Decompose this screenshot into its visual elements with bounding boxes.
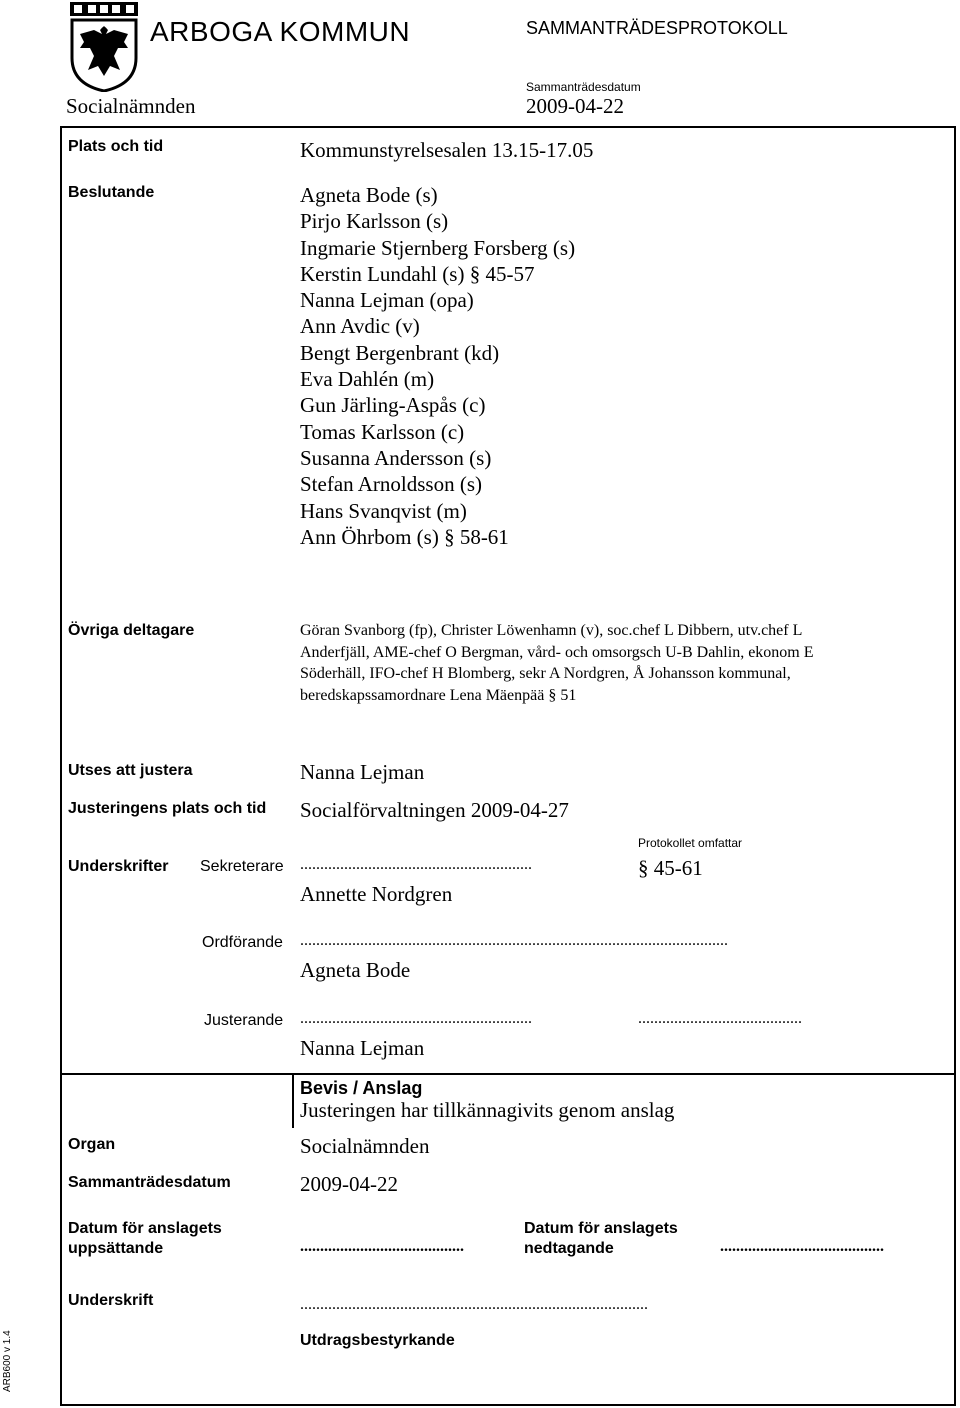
- adjuster-value: Nanna Lejman: [300, 760, 425, 784]
- posted-date-label-1: Datum för anslagets: [68, 1220, 222, 1237]
- signature-label: Underskrift: [68, 1292, 154, 1309]
- divider-notice-left: [292, 1073, 294, 1128]
- chair-label: Ordförande: [202, 934, 283, 951]
- member-name: Eva Dahlén (m): [300, 367, 435, 392]
- divider-notice-top: [60, 1073, 956, 1075]
- member-name: Stefan Arnoldsson (s): [300, 472, 482, 497]
- member-name: Gun Järling-Aspås (c): [300, 393, 486, 418]
- removed-date-line: .........................................: [720, 1238, 884, 1255]
- secretary-label: Sekreterare: [200, 858, 284, 875]
- organ-value: Socialnämnden: [300, 1134, 430, 1158]
- signature-line: .......................................................................................: [300, 1296, 648, 1313]
- participants-line: Anderfjäll, AME-chef O Bergman, vård- och omsorgsch U-B Dahlin, ekonom E: [300, 643, 814, 661]
- place-time-label: Plats och tid: [68, 138, 164, 155]
- other-participants-text: [300, 620, 814, 706]
- adjuster-signature-line: ..........................................................: [300, 1010, 532, 1027]
- member-name: Pirjo Karlsson (s): [300, 209, 449, 234]
- member-name: Tomas Karlsson (c): [300, 419, 465, 444]
- protocol-covers-value: § 45-61: [638, 856, 703, 880]
- secretary-signature-line: ..........................................................: [300, 856, 532, 873]
- place-time-value: Kommunstyrelsesalen 13.15-17.05: [300, 138, 594, 162]
- notice-title: [300, 1078, 422, 1099]
- notice-title-posting: Anslag: [362, 1078, 423, 1098]
- document-type: SAMMANTRÄDESPROTOKOLL: [526, 18, 788, 38]
- member-name: Susanna Andersson (s): [300, 445, 492, 470]
- member-name: Ann Avdic (v): [300, 314, 420, 339]
- member-name: Bengt Bergenbrant (kd): [300, 340, 500, 365]
- other-participants-label: Övriga deltagare: [68, 622, 195, 639]
- member-name: Hans Svanqvist (m): [300, 498, 467, 523]
- municipality-name: ARBOGA KOMMUN: [150, 16, 411, 47]
- meeting-date-label: Sammanträdesdatum: [526, 80, 641, 94]
- adjustment-value: Socialförvaltningen 2009-04-27: [300, 798, 569, 822]
- adjustment-label: Justeringens plats och tid: [68, 800, 267, 817]
- committee-name: Socialnämnden: [66, 94, 196, 118]
- decision-makers-label: Beslutande: [68, 184, 155, 201]
- notice-title-separator: /: [348, 1078, 363, 1098]
- notice-title-proof: Bevis: [300, 1078, 349, 1098]
- organ-label: Organ: [68, 1136, 116, 1153]
- adjuster-name: Nanna Lejman: [300, 1036, 425, 1060]
- removed-date-label-1: Datum för anslagets: [524, 1220, 678, 1237]
- adjuster-label: Utses att justera: [68, 762, 193, 779]
- member-name: Ann Öhrbom (s) § 58-61: [300, 524, 509, 549]
- adjuster-signature-line-2: .........................................: [638, 1010, 802, 1027]
- chair-signature-line: ...........................................................................................................: [300, 932, 728, 949]
- removed-date-label-2: nedtagande: [524, 1240, 614, 1257]
- participants-line: beredskapssamordnare Lena Mäenpää § 51: [300, 686, 577, 704]
- posted-date-line: .........................................: [300, 1238, 464, 1255]
- posted-date-label-2: uppsättande: [68, 1240, 164, 1257]
- adjuster-signature-label: Justerande: [204, 1012, 284, 1029]
- secretary-name: Annette Nordgren: [300, 882, 453, 906]
- signatures-label: Underskrifter: [68, 858, 169, 875]
- form-code: ARB600 v 1.4: [2, 1330, 13, 1392]
- decision-makers-list: [300, 182, 575, 550]
- coat-of-arms-logo: [66, 0, 142, 92]
- participants-line: Göran Svanborg (fp), Christer Löwenhamn (v), soc.chef L Dibbern, utv.chef L: [300, 622, 803, 639]
- chair-name: Agneta Bode: [300, 958, 411, 982]
- certified-label: Utdragsbestyrkande: [300, 1332, 455, 1349]
- member-name: Agneta Bode (s): [300, 183, 438, 207]
- protocol-covers-label: Protokollet omfattar: [638, 836, 743, 850]
- notice-date-label: Sammanträdesdatum: [68, 1174, 231, 1191]
- member-name: Kerstin Lundahl (s) § 45-57: [300, 261, 535, 286]
- notice-date-value: 2009-04-22: [300, 1172, 398, 1196]
- meeting-date: 2009-04-22: [526, 94, 624, 118]
- participants-line: Söderhäll, IFO-chef H Blomberg, sekr A Nordgren, Å Johansson kommunal,: [300, 665, 791, 682]
- member-name: Nanna Lejman (opa): [300, 288, 474, 313]
- member-name: Ingmarie Stjernberg Forsberg (s): [300, 235, 576, 260]
- notice-subtitle: Justeringen har tillkännagivits genom anslag: [300, 1098, 675, 1122]
